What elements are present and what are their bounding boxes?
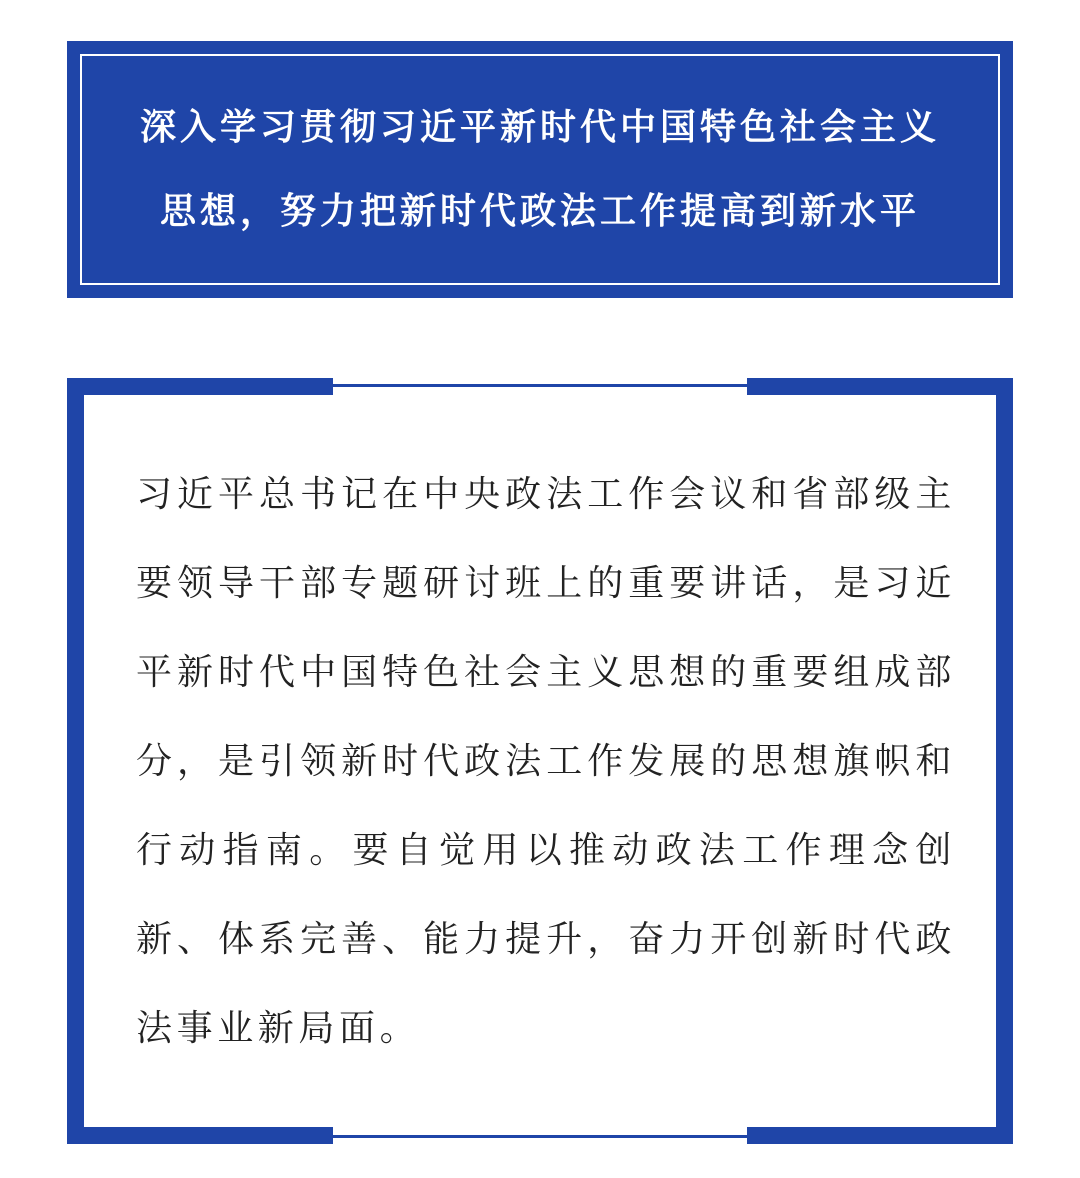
title-line-1: 深入学习贯彻习近平新时代中国特色社会主义 [139,106,940,148]
frame-bottom-right-bar [747,1127,1013,1144]
body-paragraph: 习近平总书记在中央政法工作会议和省部级主要领导干部专题研讨班上的重要讲话，是习近平新时代中国特色社会主义思想的重要组成部分，是引领新时代政法工作发展的思想旗帜和行动指南。要自觉用以推动政法工作理念创新、体系完善、能力提升，奋力开创新时代政法事业新局面。 [136,474,956,1049]
frame-bottom-thin-line [333,1135,747,1138]
title-banner [67,41,1013,298]
frame-top-thin-line [333,384,747,387]
body-frame [67,378,1013,1144]
frame-left-border [67,378,84,1144]
title-line-2: 思想，努力把新时代政法工作提高到新水平 [159,190,920,232]
title-inner-frame [80,54,1000,285]
frame-bottom-left-bar [67,1127,333,1144]
frame-right-border [996,378,1013,1144]
frame-top-left-bar [67,378,333,395]
frame-top-right-bar [747,378,1013,395]
